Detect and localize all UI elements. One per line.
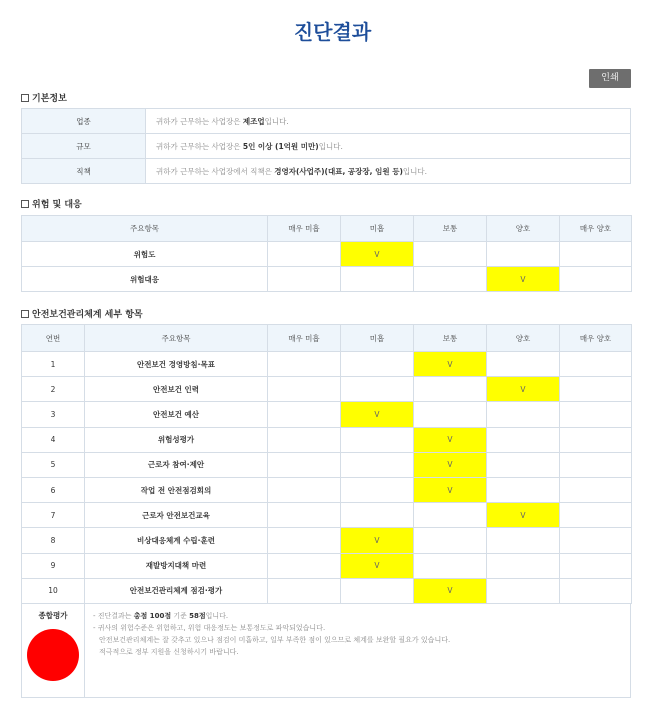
row-number: 3 (22, 402, 85, 427)
summary-cell (22, 604, 85, 698)
basic-info-row (22, 159, 631, 184)
rating-cell (268, 578, 341, 603)
value-text: 입니다. (318, 141, 343, 151)
basic-info-row (22, 109, 631, 134)
rating-cell (487, 528, 560, 553)
rating-cell (414, 528, 487, 553)
detail-item-label: 안전보건 예산 (85, 402, 268, 427)
detail-row (22, 427, 632, 452)
rating-cell (560, 503, 632, 528)
status-indicator-circle (27, 629, 79, 681)
row-number: 4 (22, 427, 85, 452)
basic-info-row (22, 134, 631, 159)
rating-cell (268, 242, 341, 267)
rating-cell (560, 553, 632, 578)
risk-item-label: 위험도 (22, 242, 268, 267)
basic-info-value (146, 134, 631, 159)
rating-cell (341, 427, 414, 452)
rating-cell (268, 267, 341, 292)
rating-cell (560, 242, 632, 267)
rating-cell (268, 477, 341, 502)
rating-cell (560, 528, 632, 553)
detail-row (22, 377, 632, 402)
detail-row (22, 503, 632, 528)
detail-item-label: 안전보건관리체계 점검·평가 (85, 578, 268, 603)
rating-cell (268, 452, 341, 477)
value-bold: 경영자(사업주)(대표, 공장장, 임원 등) (274, 166, 403, 176)
rating-mark: V (414, 427, 487, 452)
row-number: 5 (22, 452, 85, 477)
rating-mark: V (414, 452, 487, 477)
rating-cell (268, 528, 341, 553)
rating-cell (414, 553, 487, 578)
column-header: 미흡 (341, 216, 414, 242)
basic-info-label: 규모 (22, 134, 146, 159)
value-text: 귀하가 근무하는 사업장은 (156, 141, 243, 151)
rating-cell (560, 352, 632, 377)
rating-mark: V (414, 352, 487, 377)
detail-item-label: 재발방지대책 마련 (85, 553, 268, 578)
rating-mark: V (414, 477, 487, 502)
risk-section-title: 위험 및 대응 (21, 197, 82, 210)
value-bold: 제조업 (242, 116, 265, 126)
rating-cell (560, 452, 632, 477)
row-number: 10 (22, 578, 85, 603)
summary-line-4: 적극적으로 정부 지원을 신청하시기 바랍니다. (99, 648, 239, 656)
basic-info-label: 업종 (22, 109, 146, 134)
column-header: 보통 (414, 216, 487, 242)
risk-table (21, 215, 632, 292)
rating-cell (487, 427, 560, 452)
risk-row (22, 242, 632, 267)
rating-cell (560, 402, 632, 427)
detail-row (22, 452, 632, 477)
print-button[interactable]: 인쇄 (589, 69, 631, 88)
column-header: 주요항목 (22, 216, 268, 242)
column-header: 보통 (414, 325, 487, 352)
summary-line-3: 안전보건관리체계는 잘 갖추고 있으나 점검이 미흡하고, 일부 부족한 점이 있으므로 체계를 보완할 필요가 있습니다. (99, 636, 451, 644)
rating-cell (341, 452, 414, 477)
rating-cell (560, 267, 632, 292)
summary-table (21, 603, 631, 698)
rating-cell (487, 352, 560, 377)
column-header: 양호 (487, 325, 560, 352)
detail-table (21, 324, 632, 604)
value-text: 입니다. (402, 166, 428, 176)
detail-row (22, 553, 632, 578)
rating-cell (560, 578, 632, 603)
detail-row (22, 477, 632, 502)
basic-info-value (146, 159, 631, 184)
rating-cell (268, 503, 341, 528)
risk-row (22, 267, 632, 292)
rating-cell (560, 377, 632, 402)
rating-mark: V (341, 402, 414, 427)
detail-item-label: 근로자 참여·제안 (85, 452, 268, 477)
detail-row (22, 578, 632, 603)
value-bold: 5인 이상 (1억원 미만) (242, 141, 319, 151)
rating-cell (487, 553, 560, 578)
column-header: 양호 (487, 216, 560, 242)
value-text: 귀하가 근무하는 사업장은 (156, 116, 243, 126)
rating-cell (487, 578, 560, 603)
rating-cell (268, 427, 341, 452)
value-text: 귀하가 근무하는 사업장에서 직책은 (156, 166, 275, 176)
column-header: 매우 미흡 (268, 325, 341, 352)
checkbox-bullet-icon (21, 310, 29, 318)
column-header: 매우 양호 (560, 216, 632, 242)
summary-description (85, 604, 631, 698)
column-header: 매우 미흡 (268, 216, 341, 242)
value-text: 입니다. (264, 116, 289, 126)
detail-item-label: 안전보건 인력 (85, 377, 268, 402)
detail-row (22, 402, 632, 427)
page-title: 진단결과 (293, 20, 372, 44)
summary-label: 종합평가 (38, 611, 68, 620)
basic-info-value (146, 109, 631, 134)
column-header: 매우 양호 (560, 325, 632, 352)
detail-item-label: 작업 전 안전점검회의 (85, 477, 268, 502)
summary-line-1: - 진단결과는 총점 100점 기준 58점입니다. (93, 612, 229, 620)
column-header: 연번 (22, 325, 85, 352)
rating-cell (268, 352, 341, 377)
column-header: 미흡 (341, 325, 414, 352)
rating-cell (268, 402, 341, 427)
detail-item-label: 비상대응체계 수립·훈련 (85, 528, 268, 553)
rating-mark: V (414, 578, 487, 603)
rating-cell (560, 477, 632, 502)
row-number: 2 (22, 377, 85, 402)
detail-item-label: 근로자 안전보건교육 (85, 503, 268, 528)
rating-mark: V (487, 503, 560, 528)
row-number: 7 (22, 503, 85, 528)
rating-cell (341, 352, 414, 377)
row-number: 8 (22, 528, 85, 553)
rating-cell (414, 503, 487, 528)
rating-cell (560, 427, 632, 452)
row-number: 9 (22, 553, 85, 578)
rating-cell (341, 503, 414, 528)
rating-cell (341, 477, 414, 502)
detail-item-label: 안전보건 경영방침·목표 (85, 352, 268, 377)
row-number: 1 (22, 352, 85, 377)
detail-item-label: 위험성평가 (85, 427, 268, 452)
row-number: 6 (22, 477, 85, 502)
basic-info-table (21, 108, 631, 184)
rating-cell (487, 452, 560, 477)
rating-cell (487, 402, 560, 427)
rating-cell (414, 267, 487, 292)
detail-section-title: 안전보건관리체계 세부 항목 (21, 307, 143, 320)
rating-cell (341, 267, 414, 292)
rating-mark: V (341, 242, 414, 267)
basic-info-section-title: 기본정보 (21, 91, 67, 104)
detail-row (22, 528, 632, 553)
basic-info-label: 직책 (22, 159, 146, 184)
checkbox-bullet-icon (21, 94, 29, 102)
rating-mark: V (487, 377, 560, 402)
rating-cell (487, 242, 560, 267)
checkbox-bullet-icon (21, 200, 29, 208)
summary-line-2: - 귀사의 위험수준은 위험하고, 위험 대응정도는 보통정도로 파악되었습니다. (93, 624, 326, 632)
rating-cell (414, 402, 487, 427)
rating-cell (268, 553, 341, 578)
rating-cell (341, 578, 414, 603)
risk-item-label: 위험대응 (22, 267, 268, 292)
rating-cell (414, 377, 487, 402)
rating-cell (414, 242, 487, 267)
rating-mark: V (487, 267, 560, 292)
rating-cell (487, 477, 560, 502)
rating-cell (268, 377, 341, 402)
rating-mark: V (341, 528, 414, 553)
detail-row (22, 352, 632, 377)
column-header: 주요항목 (85, 325, 268, 352)
rating-mark: V (341, 553, 414, 578)
rating-cell (341, 377, 414, 402)
